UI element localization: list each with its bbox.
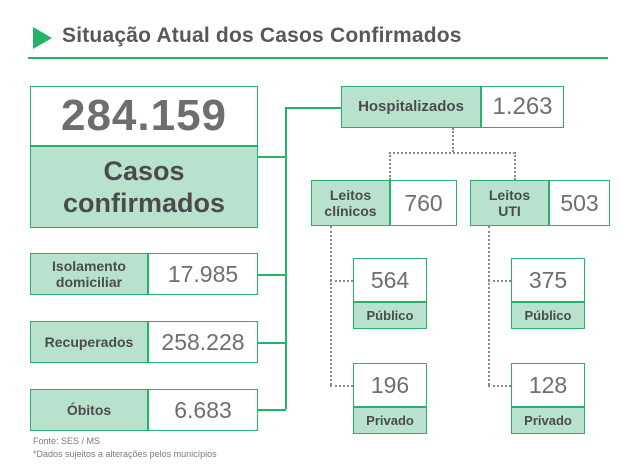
uti-privado-value-box [511,363,585,407]
header-divider [28,57,608,59]
hospitalizados-label-box [341,86,481,128]
uti-publico-label: Público [524,307,572,323]
leitos-uti-label [489,187,530,219]
leitos-clinicos-label-box [311,180,390,226]
connector-uti-privado [488,385,511,387]
page-title: Situação Atual dos Casos Confirmados [62,24,462,47]
clinicos-publico-label: Público [366,307,414,323]
clinicos-privado-value-box [353,363,427,407]
leitos-uti-label-box [470,180,549,226]
connector-hosp-down [452,128,454,152]
obitos-value: 6.683 [174,396,232,423]
uti-privado-label-box [511,407,585,434]
connector-clinicos-publico [330,280,353,282]
leitos-clinicos-value: 760 [404,189,443,216]
recuperados-value: 258.228 [161,328,245,355]
total-confirmed-label-box [30,146,258,228]
leitos-clinicos-label-line1: Leitos [329,186,372,203]
clinicos-publico-value-box [353,258,427,302]
connector-clinicos-privado [330,385,353,387]
connector-bus [389,152,515,154]
clinicos-publico-value: 564 [370,266,410,293]
header [0,0,625,62]
isolamento-value-box [148,253,258,295]
connector-clinicos-drop [330,226,332,385]
isolamento-label-line1: Isolamento [52,257,126,274]
hospitalizados-value: 1.263 [492,93,553,121]
leitos-clinicos-label-line2: clínicos [324,203,377,219]
leitos-uti-label-line2: UTI [498,203,521,219]
connector-hospitalizados [285,107,342,109]
clinicos-privado-label: Privado [366,412,414,428]
hospitalizados-label: Hospitalizados [358,98,464,116]
connector-obitos [258,409,286,411]
obitos-label-box [30,389,148,431]
play-triangle-icon [33,27,52,49]
obitos-label: Óbitos [66,401,112,418]
footer [33,435,217,461]
uti-privado-label: Privado [524,412,572,428]
recuperados-value-box [148,321,258,363]
clinicos-privado-value: 196 [370,371,410,398]
total-confirmed-label-line2: confirmados [62,188,226,218]
uti-privado-value: 128 [528,371,568,398]
recuperados-label: Recuperados [44,333,134,350]
isolamento-label-box [30,253,148,295]
uti-publico-value-box [511,258,585,302]
isolamento-label [47,258,131,290]
hospitalizados-value-box [481,86,564,128]
connector-total [258,156,286,158]
footer-note: *Dados sujeitos a alterações pelos municípios [33,449,217,460]
connector-uti-drop [488,226,490,385]
connector-recuperados [258,342,286,344]
total-confirmed-label-line1: Casos [103,155,185,186]
uti-publico-label-box [511,302,585,329]
recuperados-label-box [30,321,148,363]
connector-isolamento [258,274,286,276]
isolamento-value: 17.985 [167,260,239,287]
leitos-uti-label-line1: Leitos [488,186,531,203]
isolamento-label-line2: domiciliar [55,274,123,290]
leitos-uti-value: 503 [560,189,599,216]
leitos-clinicos-label [324,187,376,219]
clinicos-privado-label-box [353,407,427,434]
connector-left-spine [285,107,287,409]
connector-uti-publico [488,280,511,282]
connector-bus-to-clinicos [389,152,391,180]
obitos-value-box [148,389,258,431]
leitos-clinicos-value-box [390,180,457,226]
clinicos-publico-label-box [353,302,427,329]
total-confirmed-number-box [30,86,258,146]
uti-publico-value: 375 [528,266,568,293]
total-confirmed-number: 284.159 [60,90,228,140]
leitos-uti-value-box [549,180,610,226]
footer-source: Fonte: SES / MS [33,436,101,446]
connector-bus-to-uti [514,152,516,180]
